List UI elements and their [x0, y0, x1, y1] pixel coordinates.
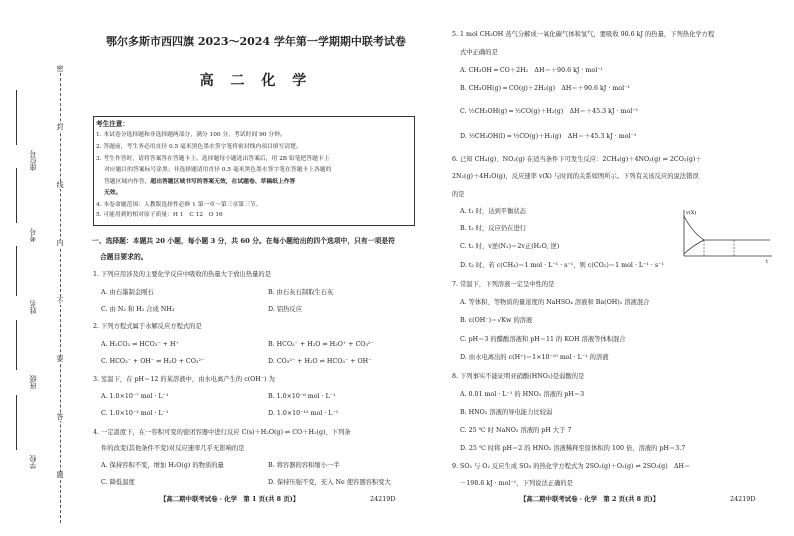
question-2-option-a[interactable]: A. H₂CO₃ ⇌ HCO₃⁻ + H⁺: [101, 341, 179, 348]
question-5-option-a[interactable]: A. CH₃OH ═ CO＋2H₂ ΔH＝＋90.6 kJ · mol⁻¹: [460, 67, 604, 74]
rate-time-graph: [678, 206, 778, 264]
question-7-option-a[interactable]: A. 等体积、等物质的量浓度的 NaHSO₄ 溶液和 Ba(OH)₂ 溶液混合: [460, 299, 650, 306]
question-1-option-d[interactable]: D. 铝热反应: [268, 306, 303, 313]
notice-line: 2. 答题前，考生务必用直径 0.5 毫米黑色墨水签字笔将密封线内项目填写清楚。: [96, 144, 302, 150]
question-8-option-d[interactable]: D. 25 ℃ 时将 pH＝2 的 HNO₂ 溶液稀释至原体积的 100 倍，溶液的 pH＝3.7: [460, 445, 686, 452]
seal-word: 不: [54, 298, 66, 305]
notice-line: 答题区域内作答，超出答题区域书写的答案无效，在试题卷、草稿纸上作答: [104, 179, 296, 185]
question-4-option-a[interactable]: A. 保持容积不变，增加 H₂O(g) 的物质的量: [101, 462, 224, 469]
question-4-option-b[interactable]: B. 将容器的容积缩小一半: [268, 462, 340, 469]
seat-number-label: 座位号: [29, 150, 37, 171]
notice-line: 3. 考生作答时，请将答案答在答题卡上。选择题每小题选出答案后，用 2B 铅笔把答题卡上: [96, 156, 330, 162]
graph-x-label: t: [766, 259, 769, 264]
exam-number-field[interactable]: [16, 168, 17, 223]
question-4-option-c[interactable]: C. 降低温度: [101, 479, 135, 486]
section-heading: 合题目要求的。: [100, 253, 148, 261]
section-heading: 一、选择题：本题共 20 小题，每小题 3 分，共 60 分。在每小题给出的四个选项中，只有一项是符: [92, 237, 395, 245]
graph-reverse-rate-curve: [684, 240, 704, 254]
question-8-option-b[interactable]: B. HNO₂ 溶液的导电能力比较弱: [460, 409, 553, 416]
question-5-stem: 式中正确的是: [460, 49, 498, 56]
page-1-footer: 【高二期中联考试卷 · 化学 第 1 页(共 8 页)】: [160, 495, 300, 503]
question-8-option-a[interactable]: A. 0.01 mol · L⁻¹ 的 HNO₂ 溶液的 pH＝3: [460, 391, 585, 398]
question-1-option-a[interactable]: A. 由石墨制金刚石: [101, 289, 154, 296]
question-3-option-d[interactable]: D. 1.0×10⁻¹² mol · L⁻¹: [268, 410, 339, 417]
graph-forward-rate-curve: [684, 216, 770, 240]
question-7-option-c[interactable]: C. pH＝3 的醋酸溶液和 pH＝11 的 KOH 溶液等体积混合: [460, 336, 626, 343]
notice-line: 无效。: [104, 190, 122, 196]
question-9-stem: －198.6 kJ · mol⁻¹，下列说法正确的是: [460, 480, 573, 487]
page-1-code: 24219D: [370, 495, 396, 503]
question-7-option-d[interactable]: D. 由水电离出的 c(H⁺)＝1×10⁻¹⁰ mol · L⁻¹ 的溶液: [460, 354, 609, 361]
question-8-option-c[interactable]: C. 25 ℃ 时 NaNO₂ 溶液的 pH 大于 7: [460, 427, 572, 434]
exam-number-label: 考号: [29, 228, 37, 242]
question-6-option-b[interactable]: B. t₂ 时，反应仍在进行: [460, 225, 527, 232]
question-3-option-b[interactable]: B. 1.0×10⁻⁶ mol · L⁻¹: [268, 393, 336, 400]
question-2-option-c[interactable]: C. HCO₃⁻ + OH⁻ ⇌ H₂O + CO₃²⁻: [101, 358, 205, 365]
question-2-option-b[interactable]: B. HCO₃⁻ + H₂O ⇌ H₃O⁺ + CO₃²⁻: [268, 341, 374, 348]
notice-heading: 考生注意：: [96, 120, 129, 128]
seal-word: 答: [54, 414, 66, 421]
notice-line: 4. 本卷命题范围：人教版选择性必修 1 第一章～第三章第三节。: [96, 202, 262, 208]
notice-line: 5. 可能用到的相对原子质量：H 1 C 12 O 16: [96, 212, 223, 218]
notice-line: 1. 本试卷分选择题和非选择题两部分，满分 100 分，考试时间 90 分钟。: [96, 132, 286, 138]
school-field[interactable]: [16, 395, 17, 450]
seal-word: 密: [54, 66, 66, 73]
question-6-stem: 6. 已知 CH₄(g)、NO₂(g) 在适当条件下可发生反应：2CH₄(g)＋4NO₂(g) ⇌ 2CO₂(g)＋: [452, 156, 702, 163]
notice-line: 对应题目的答案标号涂黑；非选择题请用直径 0.5 毫米黑色墨水签字笔在答题卡上各题的: [104, 167, 332, 173]
class-label: 班级: [29, 375, 37, 389]
seal-word: 要: [54, 356, 66, 363]
seal-dashed-line: [60, 68, 61, 523]
exam-title: 鄂尔多斯市西四旗 2023～2024 学年第一学期期中联考试卷: [106, 35, 406, 48]
question-9-stem: 9. SO₂ 与 O₂ 反应生成 SO₃ 的热化学方程式为 2SO₂(g)＋O₂(g) ⇌ 2SO₃(g) ΔH＝: [452, 463, 691, 470]
question-8-stem: 8. 下列事实不能证明亚硝酸(HNO₂)是弱酸的是: [452, 373, 585, 380]
name-field[interactable]: [16, 246, 17, 296]
question-6-stem: 的是: [452, 191, 465, 198]
page-2-footer: 【高二期中联考试卷 · 化学 第 2 页(共 8 页)】: [520, 495, 660, 503]
question-4-stem: 件的改变(其他条件不变)对反应速率几乎无影响的是: [101, 445, 245, 452]
seal-word: 内: [54, 240, 66, 247]
question-6-option-a[interactable]: A. t₁ 时，达到平衡状态: [460, 208, 526, 215]
question-5-option-c[interactable]: C. ½CH₃OH(g) ═ ½CO(g)＋H₂(g) ΔH＝＋45.3 kJ · mol⁻¹: [460, 108, 639, 115]
question-4-option-d[interactable]: D. 保持压强不变，充入 Ne 使容器容积变大: [268, 479, 391, 486]
question-7-option-b[interactable]: B. c(OH⁻)＝√Kw 的溶液: [460, 317, 533, 324]
seal-word: 线: [54, 182, 66, 189]
question-1-stem: 1. 下列应用涉及的主要化学反应中吸收的热量大于放出热量的是: [93, 271, 272, 278]
graph-y-label: v(X): [686, 210, 697, 216]
subject-title: 高 二 化 学: [199, 73, 313, 89]
name-label: 姓名: [29, 300, 37, 314]
question-1-option-c[interactable]: C. 由 N₂ 和 H₂ 合成 NH₃: [101, 306, 175, 313]
seal-word: 题: [54, 472, 66, 479]
question-5-option-d[interactable]: D. ½CH₃OH(l) ═ ½CO(g)＋H₂(g) ΔH＝＋45.3 kJ · mol⁻¹: [460, 133, 637, 140]
seal-word: 封: [54, 124, 66, 131]
question-3-stem: 3. 室温下，在 pH＝12 的某溶液中，由水电离产生的 c(OH⁻) 为: [93, 376, 275, 383]
question-7-stem: 7. 常温下，下列溶液一定呈中性的是: [452, 281, 555, 288]
question-5-stem: 5. 1 mol CH₃OH 蒸气分解成一氧化碳气体和氢气，要吸收 90.6 kJ 的热量，下列热化学方程: [452, 31, 715, 38]
page-2-code: 24219D: [730, 495, 756, 503]
question-2-option-d[interactable]: D. CO₃²⁻ + H₂O ⇌ HCO₃⁻ + OH⁻: [268, 358, 372, 365]
school-label: 学校: [29, 455, 37, 469]
question-2-stem: 2. 下列方程式属于水解反应方程式的是: [93, 323, 202, 330]
question-6-option-c[interactable]: C. t₂ 时，v逆(N₂)＝2v正(H₂O, 逆): [460, 243, 560, 250]
question-6-option-d[interactable]: D. t₂ 时，若 c(CH₄)＝1 mol · L⁻¹ · s⁻¹，则 c(CO₂)＝1 mol · L⁻¹ · s⁻¹: [460, 262, 664, 269]
binding-margin: [0, 0, 86, 536]
question-3-option-a[interactable]: A. 1.0×10⁻⁷ mol · L⁻¹: [101, 393, 169, 400]
seat-number-field[interactable]: [16, 90, 17, 145]
question-5-option-b[interactable]: B. CH₃OH(g) ═ CO(g)＋2H₂(g) ΔH＝＋90.6 kJ · mol⁻¹: [460, 85, 630, 92]
class-field[interactable]: [16, 320, 17, 370]
question-6-stem: 2N₂(g)＋4H₂O(g)，反应速率 v(X) 与时间的关系如图所示。下列有关该反应的说法错误: [452, 173, 699, 180]
question-4-stem: 4. 一定温度下，在一容积可变的密闭容器中进行反应 C(s)＋H₂O(g) ⇌ CO＋H₂(g)，下列条: [93, 429, 351, 436]
question-3-option-c[interactable]: C. 1.0×10⁻² mol · L⁻¹: [101, 410, 169, 417]
question-1-option-b[interactable]: B. 由石灰石制取生石灰: [268, 289, 334, 296]
